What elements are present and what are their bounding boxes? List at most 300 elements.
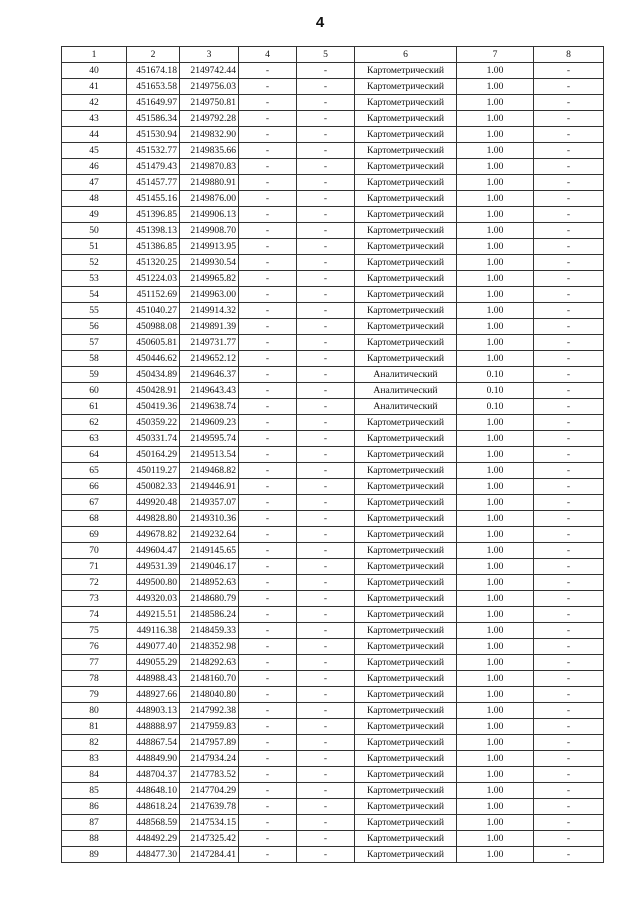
column-8-cell: - <box>534 143 604 159</box>
column-8-cell: - <box>534 111 604 127</box>
point-number-cell: 46 <box>62 159 127 175</box>
table-row <box>62 447 604 463</box>
column-4-cell: - <box>239 159 297 175</box>
table-row <box>62 463 604 479</box>
accuracy-cell: 1.00 <box>457 271 534 287</box>
accuracy-cell: 1.00 <box>457 431 534 447</box>
accuracy-cell: 1.00 <box>457 783 534 799</box>
column-8-cell: - <box>534 63 604 79</box>
page-number: 4 <box>315 14 325 31</box>
y-coordinate-cell: 2149906.13 <box>180 207 239 223</box>
x-coordinate-cell: 449531.39 <box>127 559 180 575</box>
column-5-cell: - <box>297 159 355 175</box>
accuracy-cell: 0.10 <box>457 399 534 415</box>
accuracy-cell: 1.00 <box>457 63 534 79</box>
table-row <box>62 207 604 223</box>
column-4-cell: - <box>239 351 297 367</box>
table-row <box>62 495 604 511</box>
accuracy-cell: 1.00 <box>457 751 534 767</box>
point-number-cell: 58 <box>62 351 127 367</box>
column-4-cell: - <box>239 847 297 863</box>
y-coordinate-cell: 2149595.74 <box>180 431 239 447</box>
x-coordinate-cell: 451457.77 <box>127 175 180 191</box>
column-4-cell: - <box>239 671 297 687</box>
table-row <box>62 735 604 751</box>
point-number-cell: 56 <box>62 319 127 335</box>
column-5-cell: - <box>297 831 355 847</box>
x-coordinate-cell: 449828.80 <box>127 511 180 527</box>
accuracy-cell: 1.00 <box>457 159 534 175</box>
x-coordinate-cell: 451386.85 <box>127 239 180 255</box>
column-5-cell: - <box>297 559 355 575</box>
x-coordinate-cell: 450331.74 <box>127 431 180 447</box>
column-5-cell: - <box>297 719 355 735</box>
y-coordinate-cell: 2149891.39 <box>180 319 239 335</box>
x-coordinate-cell: 450082.33 <box>127 479 180 495</box>
table-row <box>62 143 604 159</box>
y-coordinate-cell: 2148292.63 <box>180 655 239 671</box>
table-row <box>62 527 604 543</box>
y-coordinate-cell: 2149913.95 <box>180 239 239 255</box>
point-number-cell: 70 <box>62 543 127 559</box>
y-coordinate-cell: 2149145.65 <box>180 543 239 559</box>
column-8-cell: - <box>534 335 604 351</box>
column-header: 6 <box>355 47 457 63</box>
column-4-cell: - <box>239 95 297 111</box>
x-coordinate-cell: 449320.03 <box>127 591 180 607</box>
column-8-cell: - <box>534 95 604 111</box>
y-coordinate-cell: 2149756.03 <box>180 79 239 95</box>
method-cell: Картометрический <box>355 239 457 255</box>
x-coordinate-cell: 449077.40 <box>127 639 180 655</box>
accuracy-cell: 1.00 <box>457 591 534 607</box>
table-row <box>62 639 604 655</box>
point-number-cell: 81 <box>62 719 127 735</box>
x-coordinate-cell: 449678.82 <box>127 527 180 543</box>
column-5-cell: - <box>297 511 355 527</box>
column-5-cell: - <box>297 367 355 383</box>
column-8-cell: - <box>534 383 604 399</box>
point-number-cell: 69 <box>62 527 127 543</box>
table-row <box>62 191 604 207</box>
method-cell: Картометрический <box>355 111 457 127</box>
table-row <box>62 79 604 95</box>
table-row <box>62 479 604 495</box>
method-cell: Картометрический <box>355 767 457 783</box>
column-5-cell: - <box>297 127 355 143</box>
y-coordinate-cell: 2148586.24 <box>180 607 239 623</box>
accuracy-cell: 1.00 <box>457 639 534 655</box>
point-number-cell: 65 <box>62 463 127 479</box>
point-number-cell: 78 <box>62 671 127 687</box>
x-coordinate-cell: 451396.85 <box>127 207 180 223</box>
x-coordinate-cell: 448648.10 <box>127 783 180 799</box>
table-row <box>62 111 604 127</box>
table-row <box>62 799 604 815</box>
accuracy-cell: 1.00 <box>457 559 534 575</box>
column-5-cell: - <box>297 543 355 559</box>
table-row <box>62 175 604 191</box>
x-coordinate-cell: 449604.47 <box>127 543 180 559</box>
point-number-cell: 52 <box>62 255 127 271</box>
method-cell: Картометрический <box>355 335 457 351</box>
column-5-cell: - <box>297 207 355 223</box>
column-5-cell: - <box>297 191 355 207</box>
method-cell: Картометрический <box>355 815 457 831</box>
column-4-cell: - <box>239 719 297 735</box>
accuracy-cell: 1.00 <box>457 847 534 863</box>
column-4-cell: - <box>239 239 297 255</box>
accuracy-cell: 1.00 <box>457 623 534 639</box>
column-4-cell: - <box>239 335 297 351</box>
method-cell: Картометрический <box>355 207 457 223</box>
y-coordinate-cell: 2149310.36 <box>180 511 239 527</box>
column-4-cell: - <box>239 383 297 399</box>
column-5-cell: - <box>297 319 355 335</box>
accuracy-cell: 1.00 <box>457 719 534 735</box>
column-8-cell: - <box>534 735 604 751</box>
point-number-cell: 88 <box>62 831 127 847</box>
method-cell: Картометрический <box>355 671 457 687</box>
point-number-cell: 84 <box>62 767 127 783</box>
column-8-cell: - <box>534 255 604 271</box>
table-row <box>62 95 604 111</box>
column-header: 5 <box>297 47 355 63</box>
y-coordinate-cell: 2147704.29 <box>180 783 239 799</box>
column-8-cell: - <box>534 639 604 655</box>
column-5-cell: - <box>297 639 355 655</box>
method-cell: Картометрический <box>355 639 457 655</box>
x-coordinate-cell: 451398.13 <box>127 223 180 239</box>
column-4-cell: - <box>239 735 297 751</box>
column-4-cell: - <box>239 527 297 543</box>
column-8-cell: - <box>534 431 604 447</box>
y-coordinate-cell: 2148040.80 <box>180 687 239 703</box>
column-5-cell: - <box>297 783 355 799</box>
method-cell: Картометрический <box>355 511 457 527</box>
column-4-cell: - <box>239 751 297 767</box>
point-number-cell: 53 <box>62 271 127 287</box>
x-coordinate-cell: 451224.03 <box>127 271 180 287</box>
column-5-cell: - <box>297 655 355 671</box>
column-4-cell: - <box>239 207 297 223</box>
column-4-cell: - <box>239 127 297 143</box>
accuracy-cell: 1.00 <box>457 735 534 751</box>
y-coordinate-cell: 2148160.70 <box>180 671 239 687</box>
column-8-cell: - <box>534 815 604 831</box>
column-4-cell: - <box>239 703 297 719</box>
y-coordinate-cell: 2149652.12 <box>180 351 239 367</box>
column-4-cell: - <box>239 655 297 671</box>
point-number-cell: 42 <box>62 95 127 111</box>
column-4-cell: - <box>239 831 297 847</box>
column-8-cell: - <box>534 207 604 223</box>
column-5-cell: - <box>297 799 355 815</box>
x-coordinate-cell: 451532.77 <box>127 143 180 159</box>
column-8-cell: - <box>534 191 604 207</box>
column-5-cell: - <box>297 95 355 111</box>
table-row <box>62 351 604 367</box>
y-coordinate-cell: 2148680.79 <box>180 591 239 607</box>
point-number-cell: 50 <box>62 223 127 239</box>
point-number-cell: 77 <box>62 655 127 671</box>
column-8-cell: - <box>534 847 604 863</box>
x-coordinate-cell: 449215.51 <box>127 607 180 623</box>
column-8-cell: - <box>534 751 604 767</box>
method-cell: Картометрический <box>355 463 457 479</box>
column-8-cell: - <box>534 287 604 303</box>
method-cell: Картометрический <box>355 687 457 703</box>
column-4-cell: - <box>239 191 297 207</box>
column-5-cell: - <box>297 447 355 463</box>
table-row <box>62 703 604 719</box>
table-row <box>62 671 604 687</box>
method-cell: Картометрический <box>355 575 457 591</box>
column-4-cell: - <box>239 447 297 463</box>
column-5-cell: - <box>297 575 355 591</box>
y-coordinate-cell: 2147534.15 <box>180 815 239 831</box>
y-coordinate-cell: 2149731.77 <box>180 335 239 351</box>
column-header: 8 <box>534 47 604 63</box>
column-8-cell: - <box>534 671 604 687</box>
method-cell: Картометрический <box>355 127 457 143</box>
column-5-cell: - <box>297 143 355 159</box>
y-coordinate-cell: 2149963.00 <box>180 287 239 303</box>
table-row <box>62 63 604 79</box>
table-row <box>62 383 604 399</box>
method-cell: Аналитический <box>355 399 457 415</box>
y-coordinate-cell: 2149870.83 <box>180 159 239 175</box>
point-number-cell: 83 <box>62 751 127 767</box>
column-8-cell: - <box>534 223 604 239</box>
table-row <box>62 319 604 335</box>
point-number-cell: 66 <box>62 479 127 495</box>
y-coordinate-cell: 2149792.28 <box>180 111 239 127</box>
accuracy-cell: 1.00 <box>457 191 534 207</box>
method-cell: Аналитический <box>355 383 457 399</box>
column-8-cell: - <box>534 607 604 623</box>
column-8-cell: - <box>534 623 604 639</box>
accuracy-cell: 1.00 <box>457 543 534 559</box>
point-number-cell: 55 <box>62 303 127 319</box>
column-5-cell: - <box>297 495 355 511</box>
method-cell: Картометрический <box>355 95 457 111</box>
y-coordinate-cell: 2149750.81 <box>180 95 239 111</box>
x-coordinate-cell: 448618.24 <box>127 799 180 815</box>
method-cell: Картометрический <box>355 527 457 543</box>
column-4-cell: - <box>239 463 297 479</box>
y-coordinate-cell: 2149638.74 <box>180 399 239 415</box>
point-number-cell: 86 <box>62 799 127 815</box>
column-8-cell: - <box>534 575 604 591</box>
accuracy-cell: 1.00 <box>457 655 534 671</box>
table-row <box>62 847 604 863</box>
accuracy-cell: 1.00 <box>457 767 534 783</box>
method-cell: Картометрический <box>355 319 457 335</box>
table-row <box>62 271 604 287</box>
column-4-cell: - <box>239 319 297 335</box>
point-number-cell: 73 <box>62 591 127 607</box>
point-number-cell: 45 <box>62 143 127 159</box>
point-number-cell: 85 <box>62 783 127 799</box>
table-row <box>62 239 604 255</box>
column-8-cell: - <box>534 463 604 479</box>
point-number-cell: 49 <box>62 207 127 223</box>
column-8-cell: - <box>534 559 604 575</box>
point-number-cell: 54 <box>62 287 127 303</box>
method-cell: Картометрический <box>355 543 457 559</box>
y-coordinate-cell: 2149835.66 <box>180 143 239 159</box>
column-8-cell: - <box>534 719 604 735</box>
x-coordinate-cell: 448903.13 <box>127 703 180 719</box>
column-4-cell: - <box>239 479 297 495</box>
column-4-cell: - <box>239 111 297 127</box>
point-number-cell: 61 <box>62 399 127 415</box>
x-coordinate-cell: 448927.66 <box>127 687 180 703</box>
column-8-cell: - <box>534 591 604 607</box>
method-cell: Картометрический <box>355 495 457 511</box>
accuracy-cell: 0.10 <box>457 383 534 399</box>
table-row <box>62 783 604 799</box>
column-5-cell: - <box>297 239 355 255</box>
column-4-cell: - <box>239 223 297 239</box>
method-cell: Картометрический <box>355 719 457 735</box>
y-coordinate-cell: 2149880.91 <box>180 175 239 191</box>
column-8-cell: - <box>534 703 604 719</box>
column-8-cell: - <box>534 511 604 527</box>
x-coordinate-cell: 451653.58 <box>127 79 180 95</box>
accuracy-cell: 1.00 <box>457 223 534 239</box>
x-coordinate-cell: 449500.80 <box>127 575 180 591</box>
column-4-cell: - <box>239 271 297 287</box>
column-4-cell: - <box>239 287 297 303</box>
table-row <box>62 831 604 847</box>
x-coordinate-cell: 451152.69 <box>127 287 180 303</box>
column-5-cell: - <box>297 607 355 623</box>
column-4-cell: - <box>239 783 297 799</box>
accuracy-cell: 1.00 <box>457 671 534 687</box>
column-4-cell: - <box>239 415 297 431</box>
column-4-cell: - <box>239 63 297 79</box>
method-cell: Картометрический <box>355 431 457 447</box>
table-row <box>62 559 604 575</box>
x-coordinate-cell: 451674.18 <box>127 63 180 79</box>
y-coordinate-cell: 2149513.54 <box>180 447 239 463</box>
point-number-cell: 40 <box>62 63 127 79</box>
column-8-cell: - <box>534 687 604 703</box>
accuracy-cell: 1.00 <box>457 447 534 463</box>
column-4-cell: - <box>239 687 297 703</box>
column-header: 4 <box>239 47 297 63</box>
method-cell: Картометрический <box>355 655 457 671</box>
column-header: 2 <box>127 47 180 63</box>
method-cell: Картометрический <box>355 447 457 463</box>
accuracy-cell: 1.00 <box>457 479 534 495</box>
y-coordinate-cell: 2147284.41 <box>180 847 239 863</box>
column-8-cell: - <box>534 831 604 847</box>
column-5-cell: - <box>297 111 355 127</box>
method-cell: Картометрический <box>355 783 457 799</box>
point-number-cell: 87 <box>62 815 127 831</box>
table-row <box>62 415 604 431</box>
coordinates-table <box>61 46 604 863</box>
column-4-cell: - <box>239 79 297 95</box>
accuracy-cell: 1.00 <box>457 319 534 335</box>
x-coordinate-cell: 451479.43 <box>127 159 180 175</box>
column-8-cell: - <box>534 527 604 543</box>
x-coordinate-cell: 450359.22 <box>127 415 180 431</box>
point-number-cell: 62 <box>62 415 127 431</box>
accuracy-cell: 1.00 <box>457 303 534 319</box>
method-cell: Картометрический <box>355 159 457 175</box>
y-coordinate-cell: 2149742.44 <box>180 63 239 79</box>
method-cell: Картометрический <box>355 831 457 847</box>
column-8-cell: - <box>534 175 604 191</box>
column-5-cell: - <box>297 415 355 431</box>
point-number-cell: 68 <box>62 511 127 527</box>
column-4-cell: - <box>239 639 297 655</box>
column-5-cell: - <box>297 623 355 639</box>
point-number-cell: 44 <box>62 127 127 143</box>
column-5-cell: - <box>297 351 355 367</box>
y-coordinate-cell: 2147639.78 <box>180 799 239 815</box>
method-cell: Картометрический <box>355 751 457 767</box>
column-5-cell: - <box>297 175 355 191</box>
table-row <box>62 655 604 671</box>
accuracy-cell: 1.00 <box>457 239 534 255</box>
method-cell: Картометрический <box>355 799 457 815</box>
accuracy-cell: 1.00 <box>457 463 534 479</box>
point-number-cell: 60 <box>62 383 127 399</box>
y-coordinate-cell: 2147783.52 <box>180 767 239 783</box>
point-number-cell: 57 <box>62 335 127 351</box>
point-number-cell: 48 <box>62 191 127 207</box>
accuracy-cell: 1.00 <box>457 351 534 367</box>
y-coordinate-cell: 2149446.91 <box>180 479 239 495</box>
accuracy-cell: 1.00 <box>457 95 534 111</box>
accuracy-cell: 1.00 <box>457 335 534 351</box>
y-coordinate-cell: 2149046.17 <box>180 559 239 575</box>
column-5-cell: - <box>297 303 355 319</box>
column-5-cell: - <box>297 79 355 95</box>
method-cell: Картометрический <box>355 479 457 495</box>
column-8-cell: - <box>534 271 604 287</box>
y-coordinate-cell: 2147957.89 <box>180 735 239 751</box>
accuracy-cell: 1.00 <box>457 255 534 271</box>
table-row <box>62 591 604 607</box>
column-5-cell: - <box>297 815 355 831</box>
x-coordinate-cell: 448477.30 <box>127 847 180 863</box>
column-4-cell: - <box>239 591 297 607</box>
y-coordinate-cell: 2149357.07 <box>180 495 239 511</box>
accuracy-cell: 1.00 <box>457 287 534 303</box>
accuracy-cell: 1.00 <box>457 575 534 591</box>
accuracy-cell: 1.00 <box>457 687 534 703</box>
y-coordinate-cell: 2148952.63 <box>180 575 239 591</box>
y-coordinate-cell: 2147959.83 <box>180 719 239 735</box>
column-8-cell: - <box>534 159 604 175</box>
method-cell: Картометрический <box>355 623 457 639</box>
method-cell: Картометрический <box>355 559 457 575</box>
method-cell: Картометрический <box>355 63 457 79</box>
column-8-cell: - <box>534 415 604 431</box>
point-number-cell: 82 <box>62 735 127 751</box>
column-4-cell: - <box>239 511 297 527</box>
point-number-cell: 67 <box>62 495 127 511</box>
column-5-cell: - <box>297 335 355 351</box>
column-5-cell: - <box>297 399 355 415</box>
accuracy-cell: 1.00 <box>457 495 534 511</box>
